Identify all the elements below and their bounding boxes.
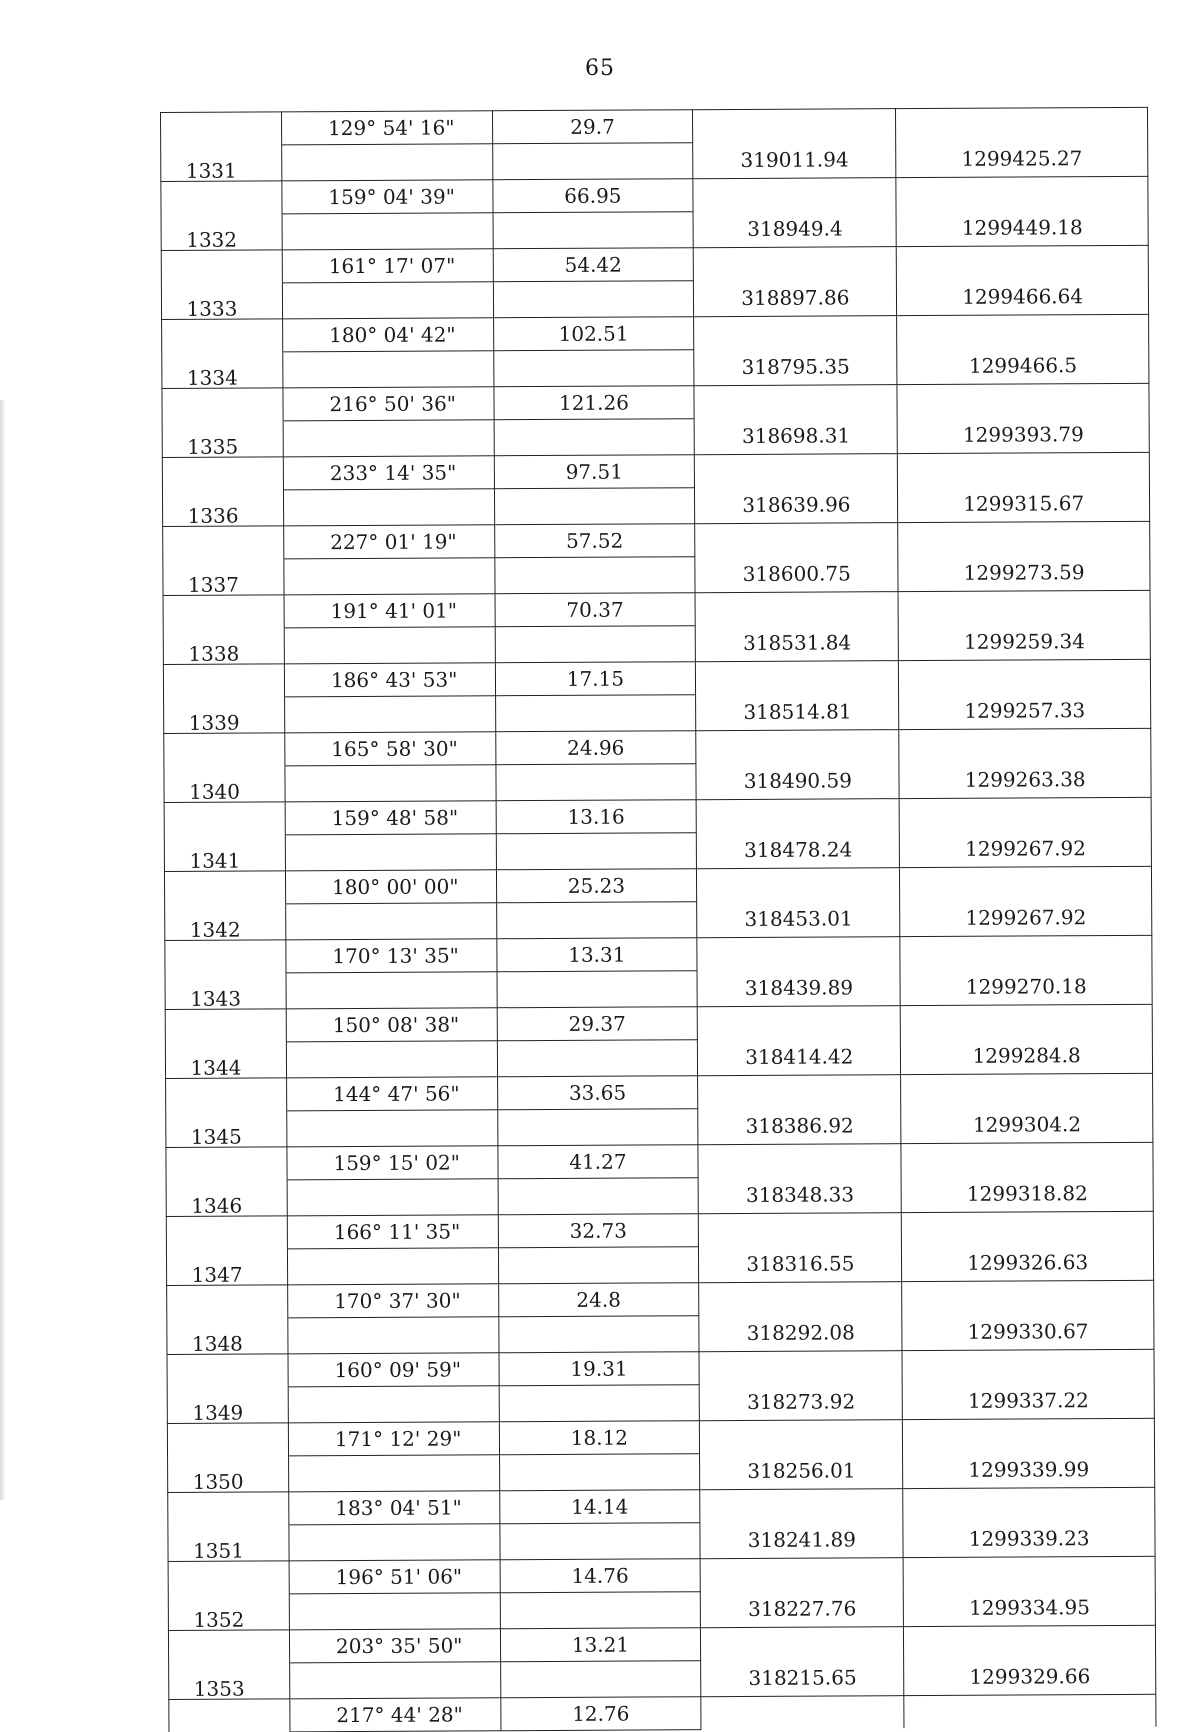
station-id-cell: 1353 <box>169 1662 290 1699</box>
station-id-cell: 1352 <box>168 1593 289 1630</box>
easting-cell: 318348.33 <box>698 1176 901 1214</box>
easting-cell: 318514.81 <box>696 693 899 731</box>
table-row-station <box>163 554 1150 596</box>
distance-cell: 41.27 <box>497 1145 698 1179</box>
easting-cell: 318949.4 <box>693 210 896 248</box>
empty-cell <box>283 419 494 457</box>
bearing-cell: 233° 14' 35" <box>283 456 494 490</box>
northing-cell: 1299267.92 <box>900 899 1152 937</box>
empty-cell <box>499 1384 700 1422</box>
easting-cell: 318795.35 <box>694 348 897 386</box>
northing-cell: 1299425.27 <box>896 140 1148 178</box>
empty-cell <box>287 1109 498 1147</box>
northing-cell: 1299449.18 <box>896 209 1148 247</box>
table-row-station <box>163 623 1150 665</box>
empty-cell <box>500 1591 701 1629</box>
table-row-station <box>166 1244 1153 1286</box>
bearing-cell: 191° 41' 01" <box>284 594 495 628</box>
table-row-segment <box>167 1280 1154 1318</box>
empty-cell <box>494 556 695 594</box>
table-row-station <box>162 485 1149 527</box>
empty-cell <box>282 143 493 181</box>
bearing-cell: 217° 44' 28" <box>290 1698 501 1732</box>
distance-cell: 57.52 <box>494 524 695 558</box>
distance-cell: 29.37 <box>497 1007 698 1041</box>
empty-cell <box>163 526 284 559</box>
table-row-station <box>165 968 1152 1010</box>
table-row-segment <box>164 728 1151 766</box>
empty-cell <box>284 695 495 733</box>
bearing-cell: 144° 47' 56" <box>286 1077 497 1111</box>
easting-cell: 318490.59 <box>696 762 899 800</box>
station-id-cell: 1349 <box>167 1386 288 1423</box>
empty-cell <box>496 832 697 870</box>
empty-cell <box>290 1661 501 1699</box>
empty-cell <box>162 457 283 490</box>
empty-cell <box>902 1211 1154 1245</box>
bearing-cell: 166° 11' 35" <box>287 1215 498 1249</box>
distance-cell: 14.14 <box>499 1490 700 1524</box>
empty-cell <box>904 1625 1156 1659</box>
empty-cell <box>167 1354 288 1387</box>
table-row-station <box>166 1106 1153 1148</box>
station-id-cell: 1347 <box>166 1248 287 1285</box>
empty-cell <box>693 109 896 143</box>
bearing-cell: 203° 35' 50" <box>289 1629 500 1663</box>
easting-cell: 318227.76 <box>701 1590 904 1628</box>
page-number: 65 <box>585 56 615 81</box>
empty-cell <box>286 971 497 1009</box>
bearing-cell: 160° 09' 59" <box>288 1353 499 1387</box>
empty-cell <box>697 868 900 902</box>
bearing-cell: 227° 01' 19" <box>284 525 495 559</box>
empty-cell <box>494 487 695 525</box>
empty-cell <box>902 1349 1154 1383</box>
empty-cell <box>169 1699 290 1732</box>
table-row-station <box>161 278 1148 320</box>
empty-cell <box>901 1004 1153 1038</box>
distance-cell: 25.23 <box>496 869 697 903</box>
empty-cell <box>900 866 1152 900</box>
empty-cell <box>898 521 1150 555</box>
empty-cell <box>163 595 284 628</box>
distance-cell: 14.76 <box>500 1559 701 1593</box>
station-id-cell: 1332 <box>161 213 282 250</box>
easting-cell: 318698.31 <box>694 417 897 455</box>
empty-cell <box>695 454 898 488</box>
empty-cell <box>898 452 1150 486</box>
northing-cell: 1299330.67 <box>902 1313 1154 1351</box>
empty-cell <box>282 281 493 319</box>
distance-cell: 13.31 <box>496 938 697 972</box>
easting-cell: 318600.75 <box>695 555 898 593</box>
scan-margin-shadow <box>0 400 6 1500</box>
northing-cell: 1299267.92 <box>900 830 1152 868</box>
empty-cell <box>283 350 494 388</box>
table-row-segment <box>161 176 1148 214</box>
easting-cell: 318897.86 <box>694 279 897 317</box>
table-row-station <box>161 140 1148 182</box>
empty-cell <box>164 733 285 766</box>
empty-cell <box>161 181 282 214</box>
empty-cell <box>499 1453 700 1491</box>
empty-cell <box>288 1316 499 1354</box>
empty-cell <box>698 1144 901 1178</box>
empty-cell <box>168 1630 289 1663</box>
empty-cell <box>903 1487 1155 1521</box>
station-id-cell: 1339 <box>164 696 285 733</box>
empty-cell <box>695 592 898 626</box>
table-row-segment <box>167 1349 1154 1387</box>
table-row-station <box>164 761 1151 803</box>
distance-cell: 97.51 <box>494 455 695 489</box>
distance-cell: 121.26 <box>493 386 694 420</box>
empty-cell <box>497 1039 698 1077</box>
empty-cell <box>699 1351 902 1385</box>
easting-cell: 318273.92 <box>700 1383 903 1421</box>
station-id-cell: 1348 <box>167 1317 288 1354</box>
bearing-cell: 129° 54' 16" <box>281 111 492 145</box>
station-id-cell: 1333 <box>161 282 282 319</box>
empty-cell <box>696 661 899 695</box>
empty-cell <box>696 799 899 833</box>
station-id-cell: 1331 <box>161 144 282 181</box>
station-id-cell: 1344 <box>165 1041 286 1078</box>
table-row-segment <box>165 935 1152 973</box>
empty-cell <box>698 1075 901 1109</box>
empty-cell <box>896 176 1148 210</box>
empty-cell <box>902 1280 1154 1314</box>
table-row-segment <box>162 452 1149 490</box>
table-row-segment <box>161 107 1148 145</box>
table-row-station <box>162 347 1149 389</box>
empty-cell <box>495 694 696 732</box>
empty-cell <box>165 940 286 973</box>
station-id-cell: 1351 <box>168 1524 289 1561</box>
distance-cell: 13.21 <box>500 1628 701 1662</box>
bearing-cell: 159° 04' 39" <box>282 180 493 214</box>
northing-cell: 1299466.5 <box>897 347 1149 385</box>
easting-cell: 318414.42 <box>698 1038 901 1076</box>
empty-cell <box>899 728 1151 762</box>
empty-cell <box>498 1315 699 1353</box>
table-row-station <box>165 1037 1152 1079</box>
empty-cell <box>168 1492 289 1525</box>
empty-cell <box>901 1142 1153 1176</box>
empty-cell <box>897 314 1149 348</box>
easting-cell: 318316.55 <box>699 1245 902 1283</box>
northing-cell: 1299263.38 <box>899 761 1151 799</box>
empty-cell <box>901 1073 1153 1107</box>
distance-cell: 24.8 <box>498 1283 699 1317</box>
northing-cell: 1299339.23 <box>903 1520 1155 1558</box>
northing-cell: 1299334.95 <box>904 1589 1156 1627</box>
bearing-cell: 159° 15' 02" <box>287 1146 498 1180</box>
empty-cell <box>168 1561 289 1594</box>
empty-cell <box>500 1660 701 1698</box>
station-id-cell: 1343 <box>165 972 286 1009</box>
empty-cell <box>288 1454 499 1492</box>
table-row-station <box>167 1382 1154 1424</box>
station-id-cell: 1335 <box>162 420 283 457</box>
northing-cell: 1299315.67 <box>898 485 1150 523</box>
empty-cell <box>499 1522 700 1560</box>
empty-cell <box>699 1282 902 1316</box>
empty-cell <box>166 1078 287 1111</box>
distance-cell: 70.37 <box>495 593 696 627</box>
empty-cell <box>696 730 899 764</box>
empty-cell <box>286 1040 497 1078</box>
distance-cell: 29.7 <box>492 110 693 144</box>
empty-cell <box>697 937 900 971</box>
easting-cell: 318478.24 <box>697 831 900 869</box>
table-row-station <box>168 1589 1155 1631</box>
empty-cell <box>497 970 698 1008</box>
empty-cell <box>495 763 696 801</box>
bearing-cell: 170° 13' 35" <box>286 939 497 973</box>
empty-cell <box>694 316 897 350</box>
coordinate-table <box>160 107 1156 1732</box>
empty-cell <box>701 1627 904 1661</box>
distance-cell: 102.51 <box>493 317 694 351</box>
table-row-segment <box>168 1625 1155 1663</box>
table-row-station <box>164 830 1151 872</box>
empty-cell <box>287 1178 498 1216</box>
station-id-cell: 1338 <box>163 627 284 664</box>
northing-cell: 1299273.59 <box>898 554 1150 592</box>
distance-cell: 24.96 <box>495 731 696 765</box>
station-id-cell: 1346 <box>166 1179 287 1216</box>
bearing-cell: 170° 37' 30" <box>288 1284 499 1318</box>
table-row-segment <box>168 1487 1155 1525</box>
distance-cell: 33.65 <box>497 1076 698 1110</box>
table-row-station <box>165 899 1152 941</box>
empty-cell <box>700 1558 903 1592</box>
station-id-cell: 1345 <box>166 1110 287 1147</box>
empty-cell <box>165 1009 286 1042</box>
distance-cell: 13.16 <box>496 800 697 834</box>
empty-cell <box>167 1285 288 1318</box>
bearing-cell: 183° 04' 51" <box>289 1491 500 1525</box>
empty-cell <box>161 112 282 145</box>
empty-cell <box>163 664 284 697</box>
table-row-station <box>166 1175 1153 1217</box>
empty-cell <box>289 1523 500 1561</box>
empty-cell <box>694 385 897 419</box>
empty-cell <box>700 1489 903 1523</box>
empty-cell <box>498 1246 699 1284</box>
bearing-cell: 161° 17' 07" <box>282 249 493 283</box>
empty-cell <box>700 1420 903 1454</box>
northing-cell: 1299304.2 <box>901 1106 1153 1144</box>
table-row-segment <box>167 1418 1154 1456</box>
northing-cell: 1299326.63 <box>902 1244 1154 1282</box>
empty-cell <box>285 833 496 871</box>
empty-cell <box>285 764 496 802</box>
station-id-cell: 1342 <box>165 903 286 940</box>
empty-cell <box>492 142 693 180</box>
empty-cell <box>903 1418 1155 1452</box>
easting-cell: 319011.94 <box>693 141 896 179</box>
bearing-cell: 180° 00' 00" <box>285 870 496 904</box>
empty-cell <box>161 250 282 283</box>
distance-cell: 17.15 <box>495 662 696 696</box>
easting-cell: 318439.89 <box>697 969 900 1007</box>
empty-cell <box>897 245 1149 279</box>
easting-cell: 318215.65 <box>701 1659 904 1697</box>
empty-cell <box>289 1592 500 1630</box>
empty-cell <box>694 247 897 281</box>
bearing-cell: 180° 04' 42" <box>283 318 494 352</box>
table-row-segment <box>166 1073 1153 1111</box>
bearing-cell: 165° 58' 30" <box>285 732 496 766</box>
empty-cell <box>899 659 1151 693</box>
empty-cell <box>167 1423 288 1456</box>
table-row-segment <box>166 1142 1153 1180</box>
table-row-segment <box>163 590 1150 628</box>
empty-cell <box>699 1213 902 1247</box>
table-row-segment <box>163 521 1150 559</box>
empty-cell <box>283 488 494 526</box>
table-row-segment <box>164 866 1151 904</box>
empty-cell <box>493 349 694 387</box>
table-row-segment <box>168 1556 1155 1594</box>
empty-cell <box>164 871 285 904</box>
empty-cell <box>896 107 1148 141</box>
empty-cell <box>497 1108 698 1146</box>
table-row-station <box>161 209 1148 251</box>
empty-cell <box>493 280 694 318</box>
bearing-cell: 196° 51' 06" <box>289 1560 500 1594</box>
easting-cell: 318241.89 <box>700 1521 903 1559</box>
station-id-cell: 1350 <box>168 1455 289 1492</box>
empty-cell <box>898 590 1150 624</box>
table-row-segment <box>166 1211 1153 1249</box>
distance-cell: 19.31 <box>499 1352 700 1386</box>
bearing-cell: 216° 50' 36" <box>283 387 494 421</box>
table-row-segment <box>161 245 1148 283</box>
empty-cell <box>166 1216 287 1249</box>
bearing-cell: 150° 08' 38" <box>286 1008 497 1042</box>
empty-cell <box>288 1385 499 1423</box>
empty-cell <box>287 1247 498 1285</box>
bearing-cell: 186° 43' 53" <box>284 663 495 697</box>
empty-cell <box>698 1006 901 1040</box>
empty-cell <box>284 626 495 664</box>
distance-cell: 32.73 <box>498 1214 699 1248</box>
northing-cell: 1299466.64 <box>897 278 1149 316</box>
empty-cell <box>164 802 285 835</box>
northing-cell: 1299337.22 <box>903 1382 1155 1420</box>
station-id-cell: 1334 <box>162 351 283 388</box>
easting-cell: 318639.96 <box>695 486 898 524</box>
empty-cell <box>900 935 1152 969</box>
northing-cell: 1299257.33 <box>899 692 1151 730</box>
bearing-cell: 159° 48' 58" <box>285 801 496 835</box>
empty-cell <box>495 625 696 663</box>
distance-cell: 54.42 <box>493 248 694 282</box>
empty-cell <box>162 319 283 352</box>
easting-cell: 318386.92 <box>698 1107 901 1145</box>
table-row-station <box>167 1313 1154 1355</box>
bearing-cell: 171° 12' 29" <box>288 1422 499 1456</box>
empty-cell <box>904 1694 1156 1728</box>
table-row-station <box>164 692 1151 734</box>
northing-cell: 1299284.8 <box>901 1037 1153 1075</box>
distance-cell: 12.76 <box>500 1697 701 1731</box>
table-row-segment <box>165 1004 1152 1042</box>
station-id-cell: 1341 <box>164 834 285 871</box>
empty-cell <box>899 797 1151 831</box>
station-id-cell: 1337 <box>163 558 284 595</box>
northing-cell: 1299270.18 <box>900 968 1152 1006</box>
table-row-segment <box>163 659 1150 697</box>
northing-cell: 1299393.79 <box>897 416 1149 454</box>
empty-cell <box>493 211 694 249</box>
station-id-cell: 1336 <box>162 489 283 526</box>
empty-cell <box>496 901 697 939</box>
table-row-segment <box>169 1694 1156 1732</box>
northing-cell: 1299259.34 <box>899 623 1151 661</box>
northing-cell: 1299318.82 <box>901 1175 1153 1213</box>
empty-cell <box>494 418 695 456</box>
distance-cell: 18.12 <box>499 1421 700 1455</box>
empty-cell <box>701 1696 904 1730</box>
table-row-segment <box>162 383 1149 421</box>
coordinate-table-container <box>160 107 1156 1732</box>
table-row-station <box>169 1658 1156 1700</box>
empty-cell <box>693 178 896 212</box>
table-row-segment <box>164 797 1151 835</box>
easting-cell: 318453.01 <box>697 900 900 938</box>
northing-cell: 1299339.99 <box>903 1451 1155 1489</box>
table-row-station <box>168 1451 1155 1493</box>
empty-cell <box>695 523 898 557</box>
northing-cell: 1299329.66 <box>904 1658 1156 1696</box>
easting-cell: 318292.08 <box>699 1314 902 1352</box>
easting-cell: 318256.01 <box>700 1452 903 1490</box>
distance-cell: 66.95 <box>492 179 693 213</box>
table-row-station <box>168 1520 1155 1562</box>
empty-cell <box>903 1556 1155 1590</box>
empty-cell <box>498 1177 699 1215</box>
empty-cell <box>162 388 283 421</box>
table-row-segment <box>162 314 1149 352</box>
coordinate-table-body <box>161 107 1156 1732</box>
empty-cell <box>284 557 495 595</box>
table-row-station <box>162 416 1149 458</box>
empty-cell <box>282 212 493 250</box>
easting-cell: 318531.84 <box>696 624 899 662</box>
empty-cell <box>897 383 1149 417</box>
empty-cell <box>286 902 497 940</box>
station-id-cell: 1340 <box>164 765 285 802</box>
empty-cell <box>166 1147 287 1180</box>
